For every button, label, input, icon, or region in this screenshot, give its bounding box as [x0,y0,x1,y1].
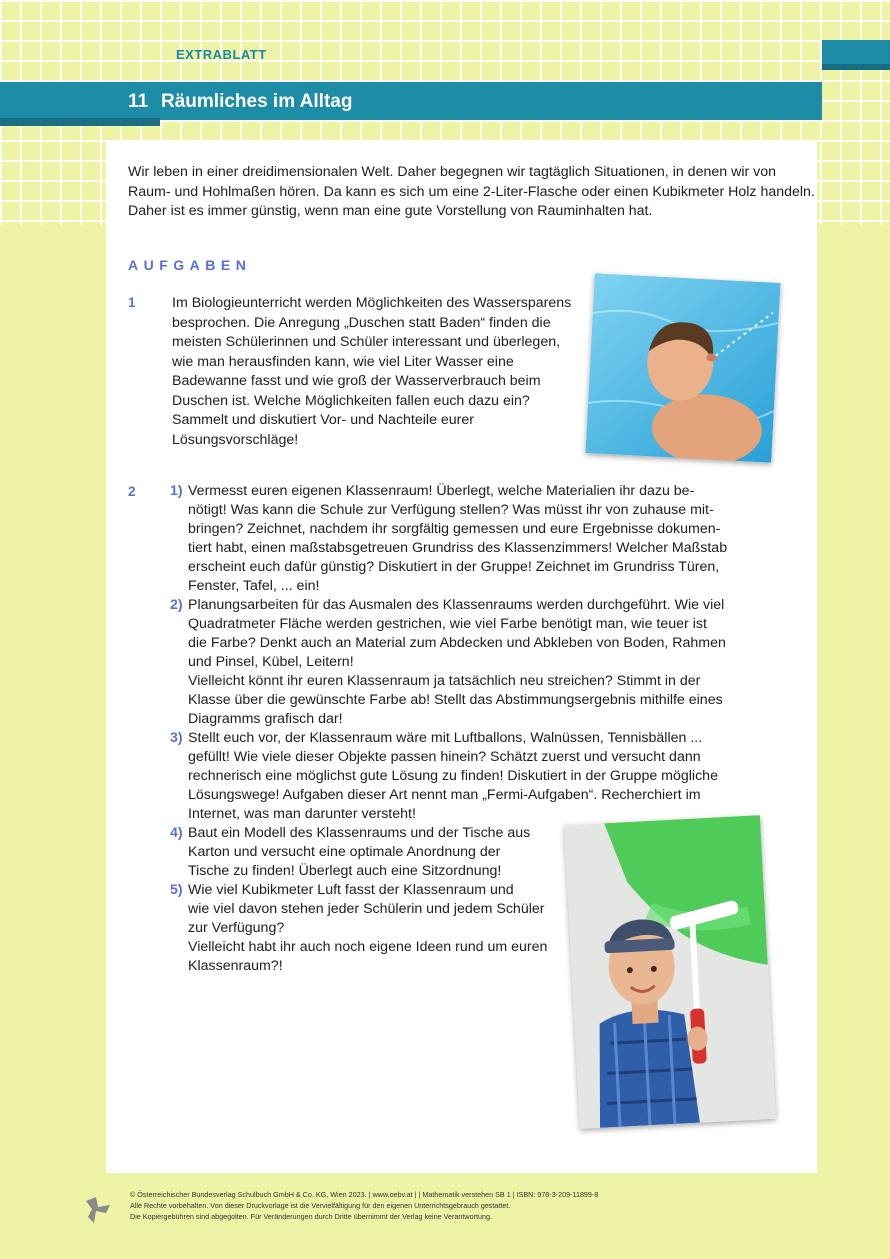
task-2-line: Karton und versucht eine optimale Anordnung der [188,844,501,860]
banner-accent [0,118,160,126]
chapter-number: 11 [128,91,149,112]
task-2-line: Quadratmeter Fläche werden gestrichen, wie viel Farbe benötigt man, wie teuer ist [188,616,707,632]
task-2-line: tiert habt, einen maßstabsgetreuen Grundriss des Klassenzimmers! Welcher Maßstab [188,540,728,556]
task-2-line: Vielleicht könnt ihr euren Klassenraum ja tatsächlich neu streichen? Stimmt in der [188,673,701,689]
task-2-line: Diagramms grafisch dar! [188,711,343,727]
boy-painting-wall-photo [564,815,776,1129]
footer-fees: Die Kopiergebühren sind abgegolten. Für Veränderungen durch Dritte übernimmt der Verlag keine Verantwortung. [130,1212,492,1221]
task-2-line: Stellt euch vor, der Klassenraum wäre mit Luftballons, Walnüssen, Tennisbällen ... [188,730,703,746]
footer-rights: Alle Rechte vorbehalten. Von dieser Druckvorlage ist die Vervielfältigung für den eigenen Unterrichtsgebrauch gestattet. [130,1201,511,1210]
subtask-3-label: 3) [170,730,183,746]
task-2-line: Fenster, Tafel, ... ein! [188,578,320,594]
task-2-line: Lösungswege! Aufgaben dieser Art nennt man „Fermi-Aufgaben“. Recherchiert im [188,787,701,803]
task-2-line: und Pinsel, Kübel, Leitern! [188,654,354,670]
task-2-line: Wie viel Kubikmeter Luft fasst der Klassenraum und [188,882,514,898]
task-2-number: 2 [128,484,136,499]
subtask-1-label: 1) [170,483,183,499]
boy-in-pool-icon [585,273,780,462]
task-2-line: die Farbe? Denkt auch an Material zum Abdecken und Abkleben von Boden, Rahmen [188,635,726,651]
task-1-number: 1 [128,295,136,310]
footer [130,1189,598,1222]
boy-in-pool-photo [585,273,780,462]
task-2-line: wie viel davon stehen jeder Schülerin und jedem Schüler [188,901,545,917]
task-2-line: Planungsarbeiten für das Ausmalen des Klassenraums werden durchgeführt. Wie viel [188,597,725,613]
task-2-line: nötigt! Was kann die Schule zur Verfügung stellen? Was müsst ihr von zuhause mit- [188,502,714,518]
aufgaben-heading: AUFGABEN [128,257,252,273]
task-2-line: Tische zu finden! Überlegt auch eine Sitzordnung! [188,863,502,879]
boy-painting-wall-icon [564,815,776,1129]
task-2-line: erscheint euch dafür günstig? Diskutiert in der Gruppe! Zeichnet im Grundriss Türen, [188,559,720,575]
subtask-4-label: 4) [170,825,183,841]
chapter-banner [0,82,822,120]
banner-right-shadow [822,64,890,70]
chapter-title: Räumliches im Alltag [161,91,353,112]
extrablatt-tag: EXTRABLATT [176,47,267,62]
task-2-line: Vielleicht habt ihr auch noch eigene Ideen rund um euren [188,939,548,955]
task-2-line: Baut ein Modell des Klassenraums und der Tische aus [188,825,531,841]
footer-copyright: © Österreichischer Bundesverlag Schulbuch GmbH & Co. KG, Wien 2023. | www.oebv.at | | Mathematik verstehen SB 1 | ISBN: 978-3-209-11899-8 [130,1190,599,1199]
task-1-text: Im Biologieunterricht werden Möglichkeiten des Wassersparens besprochen. Die Anregung „Duschen statt Baden“ finden die meisten Schülerinnen und Schüler interessant und überlegen, wie man herausfinden kann, wie viel Liter Wasser eine Badewanne fasst und wie groß der Wasserverbrauch beim Duschen ist. Welche Möglichkeiten fallen euch dazu ein? Sammelt und diskutiert Vor- und Nachteile eurer Lösungsvorschläge! [172,295,572,448]
banner-right-strip [822,40,890,66]
task-2-line: gefüllt! Wie viele dieser Objekte passen hinein? Schätzt zuerst und versucht dann [188,749,701,765]
task-2-line: Internet, was man darunter versteht! [188,806,416,822]
publisher-logo-icon [82,1193,114,1230]
task-2-line: zur Verfügung? [188,920,285,936]
subtask-2-label: 2) [170,597,183,613]
task-2-line: Klasse über die gewünschte Farbe ab! Stellt das Abstimmungsergebnis mithilfe eines [188,692,723,708]
subtask-5-label: 5) [170,882,183,898]
intro-paragraph: Wir leben in einer dreidimensionalen Welt. Daher begegnen wir tagtäglich Situationen, in denen wir von Raum- und Hohlmaßen hören. Da kann es sich um eine 2-Liter-Flasche oder einen Kubikmeter Holz handeln. Daher ist es immer günstig, wenn man eine gute Vorstellung von Rauminhalten hat. [128,164,815,219]
task-2-line: Vermesst euren eigenen Klassenraum! Überlegt, welche Materialien ihr dazu be- [188,483,695,499]
task-2-line: bringen? Zeichnet, nachdem ihr sorgfältig gemessen und eure Ergebnisse dokumen- [188,521,721,537]
task-2-line: Klassenraum?! [188,958,283,974]
task-2-line: rechnerisch eine möglichst gute Lösung zu finden! Diskutiert in der Gruppe mögliche [188,768,718,784]
